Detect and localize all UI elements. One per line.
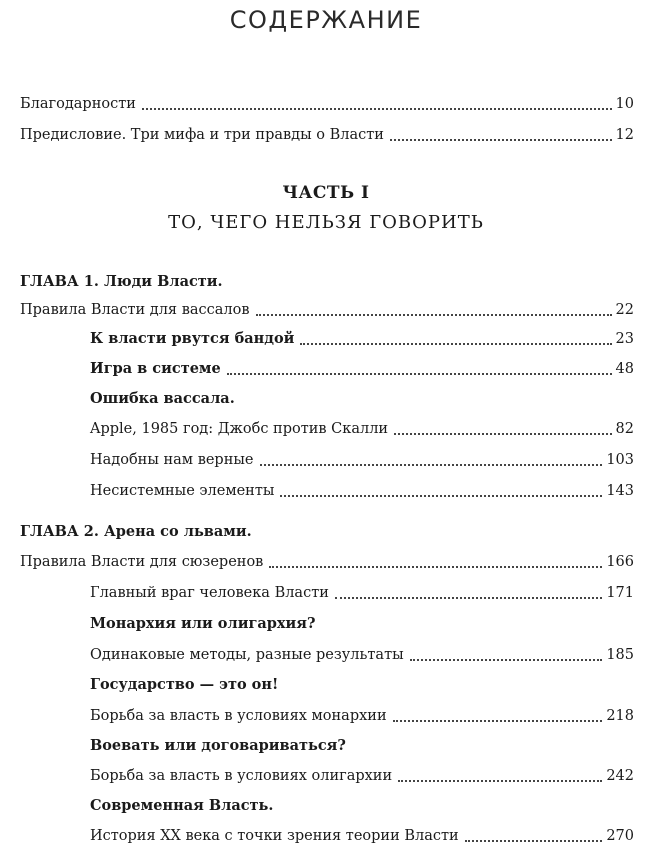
dot-leader <box>300 343 611 345</box>
toc-entry-page: 270 <box>606 828 634 844</box>
toc-entry-page: 23 <box>615 331 634 347</box>
dot-leader <box>465 840 603 842</box>
dot-leader <box>280 495 602 497</box>
toc-entry-ch1-s5[interactable] <box>90 448 634 472</box>
toc-entry-ch2-s3[interactable] <box>90 643 634 667</box>
toc-entry-label: К власти рвутся бандой <box>90 330 295 347</box>
toc-entry-label: Надобны нам верные <box>90 452 254 468</box>
toc-entry-label: Борьба за власть в условиях олигархии <box>90 768 393 784</box>
dot-leader <box>227 373 612 375</box>
toc-entry-label: Предисловие. Три мифа и три правды о Власти <box>20 127 384 143</box>
toc-subheading-ch2-s2: Монархия или олигархия? <box>90 615 316 632</box>
chapter-1-heading: ГЛАВА 1. Люди Власти. <box>20 273 223 290</box>
dot-leader <box>393 720 603 722</box>
part-label: ЧАСТЬ I <box>282 183 370 203</box>
dot-leader <box>269 566 602 568</box>
toc-entry-label: История XX века с точки зрения теории Власти <box>90 828 459 844</box>
toc-entry-label: Apple, 1985 год: Джобс против Скалли <box>90 421 389 437</box>
toc-entry-label: Правила Власти для вассалов <box>20 302 250 318</box>
toc-entry-acknowledgements[interactable] <box>20 92 634 116</box>
toc-entry-label: Игра в системе <box>90 360 221 377</box>
toc-entry-page: 10 <box>615 96 634 112</box>
dot-leader <box>256 314 612 316</box>
dot-leader <box>390 139 612 141</box>
toc-entry-preface[interactable] <box>20 123 634 147</box>
toc-entry-ch1-s1[interactable] <box>90 327 634 351</box>
toc-entry-page: 171 <box>606 585 634 601</box>
toc-entry-page: 185 <box>606 647 634 663</box>
toc-entry-ch1-s2[interactable] <box>90 357 634 381</box>
toc-entry-page: 12 <box>615 127 634 143</box>
toc-subheading-ch2-s8: Современная Власть. <box>90 797 274 814</box>
chapter-2-heading: ГЛАВА 2. Арена со львами. <box>20 523 252 540</box>
toc-entry-page: 48 <box>615 361 634 377</box>
toc-entry-ch1-s4[interactable] <box>90 417 634 441</box>
dot-leader <box>335 597 602 599</box>
toc-subheading-ch1-s3: Ошибка вассала. <box>90 390 235 407</box>
toc-entry-label: Благодарности <box>20 96 136 112</box>
toc-entry-ch2-intro[interactable] <box>20 550 634 574</box>
toc-entry-ch2-s5[interactable] <box>90 704 634 728</box>
toc-entry-page: 242 <box>606 768 634 784</box>
toc-entry-page: 166 <box>606 554 634 570</box>
toc-entry-ch1-intro[interactable] <box>20 298 634 322</box>
toc-entry-page: 143 <box>606 483 634 499</box>
toc-entry-page: 22 <box>615 302 634 318</box>
toc-entry-label: Несистемные элементы <box>90 483 275 499</box>
toc-subheading-ch2-s4: Государство — это он! <box>90 676 279 693</box>
toc-entry-ch2-s9[interactable] <box>90 824 634 848</box>
toc-entry-ch2-s7[interactable] <box>90 764 634 788</box>
toc-entry-ch2-s1[interactable] <box>90 581 634 605</box>
page-title: СОДЕРЖАНИЕ <box>229 6 423 34</box>
toc-entry-ch1-s6[interactable] <box>90 479 634 503</box>
toc-entry-label: Борьба за власть в условиях монархии <box>90 708 387 724</box>
toc-entry-label: Главный враг человека Власти <box>90 585 329 601</box>
toc-entry-page: 82 <box>615 421 634 437</box>
part-title: ТО, ЧЕГО НЕЛЬЗЯ ГОВОРИТЬ <box>168 212 484 233</box>
toc-entry-page: 103 <box>606 452 634 468</box>
dot-leader <box>142 108 612 110</box>
toc-entry-label: Правила Власти для сюзеренов <box>20 554 264 570</box>
dot-leader <box>260 464 603 466</box>
dot-leader <box>410 659 603 661</box>
toc-entry-label: Одинаковые методы, разные результаты <box>90 647 404 663</box>
dot-leader <box>398 780 602 782</box>
toc-entry-page: 218 <box>606 708 634 724</box>
toc-subheading-ch2-s6: Воевать или договариваться? <box>90 737 346 754</box>
dot-leader <box>394 433 611 435</box>
